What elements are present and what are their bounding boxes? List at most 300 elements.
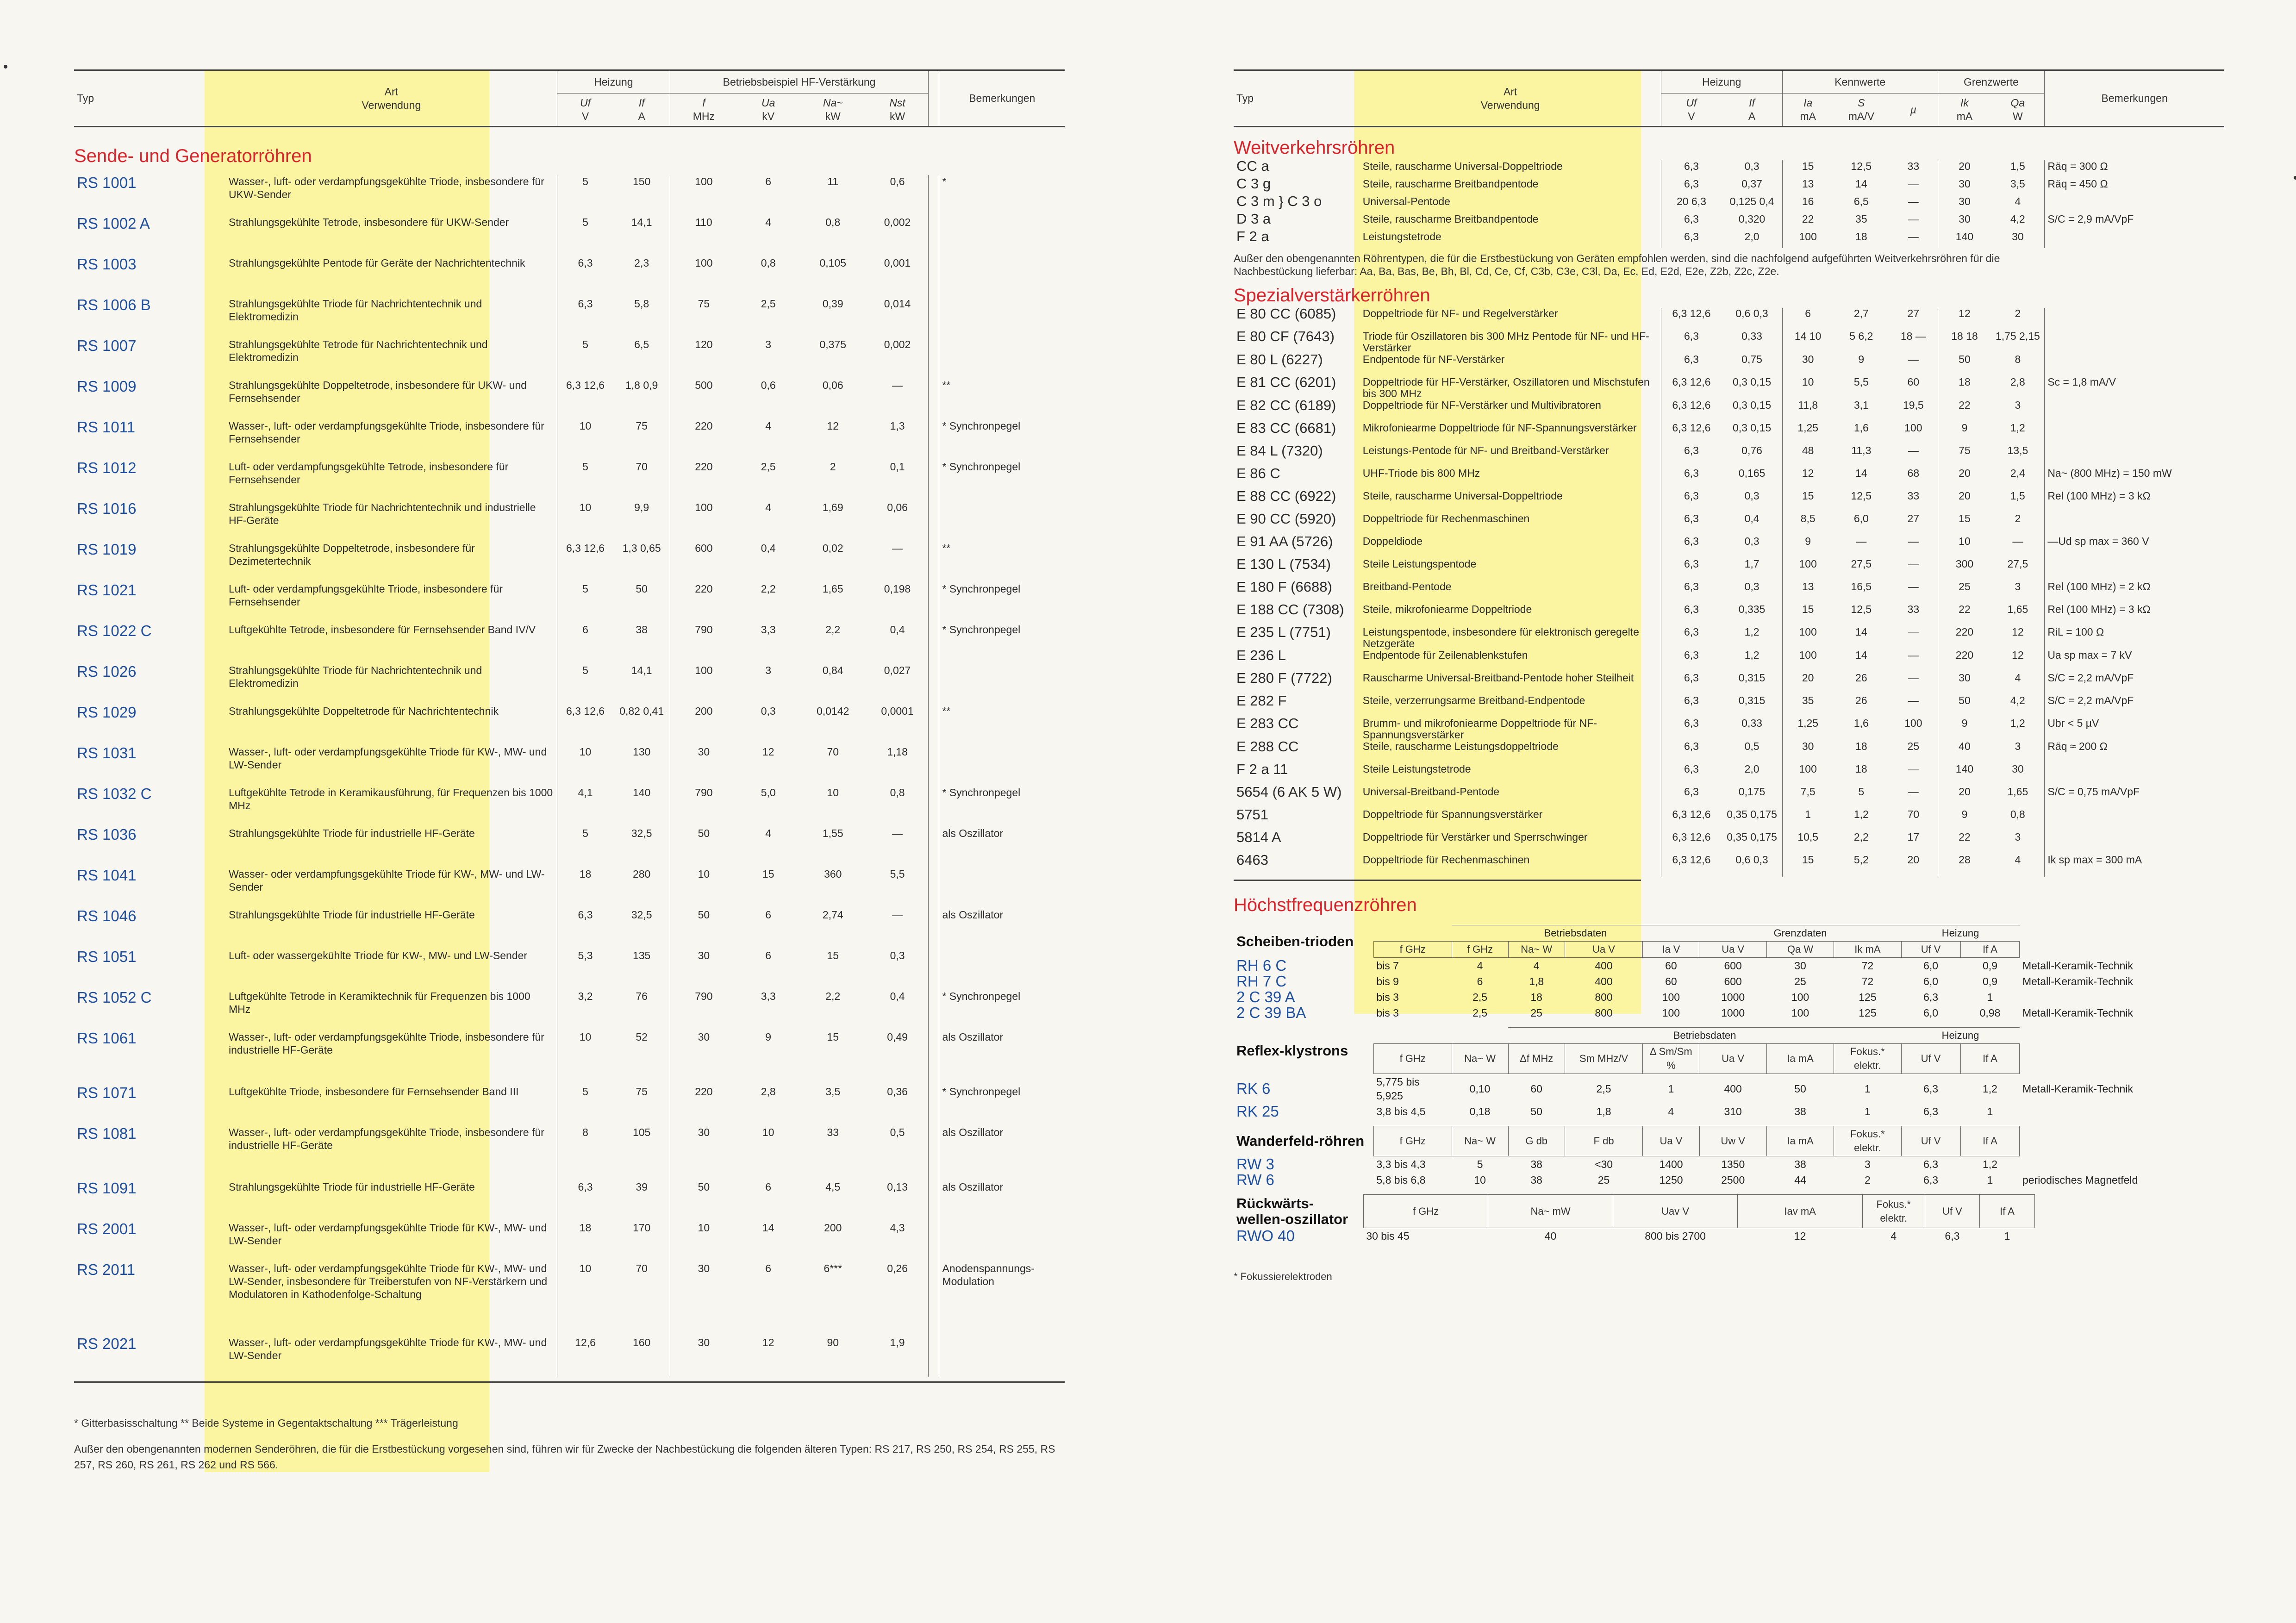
cell-ia: 100 bbox=[1782, 231, 1833, 248]
cell-value: 5 bbox=[1477, 1158, 1483, 1170]
weitverkehr-table bbox=[1234, 160, 2224, 248]
cell-if: 6,5 bbox=[634, 338, 649, 350]
cell-value: 60 bbox=[1665, 975, 1677, 987]
cell-ia: 48 bbox=[1782, 445, 1833, 468]
cell-mu: — bbox=[1908, 535, 1919, 547]
cell-s: 26 bbox=[1855, 694, 1867, 706]
cell-if: 280 bbox=[632, 868, 651, 880]
cell-mu: 27 bbox=[1907, 512, 1920, 524]
cell-bem bbox=[939, 1221, 1065, 1262]
col-uf bbox=[1661, 94, 1722, 127]
cell-s: 9 bbox=[1858, 353, 1865, 365]
cell-uf: 6,3 bbox=[1661, 604, 1722, 626]
cell-uf: 5 bbox=[557, 216, 613, 256]
cell-ik: 30 bbox=[1938, 213, 1991, 231]
cell-value: 6,0 bbox=[1923, 1007, 1939, 1019]
col-sym: S bbox=[1858, 97, 1865, 109]
cell-ik: 22 bbox=[1938, 604, 1991, 626]
cell-value: 12 bbox=[1794, 1230, 1806, 1242]
cell-if: 50 bbox=[636, 583, 648, 595]
cell-value: 60 bbox=[1665, 960, 1677, 972]
hf-col-header: Ia mA bbox=[1766, 1126, 1834, 1156]
rueck-label: Rückwärts-wellen-oszillator bbox=[1236, 1195, 1348, 1227]
cell-bem: als Oszillator bbox=[939, 1030, 1065, 1085]
cell-uf: 4,1 bbox=[557, 786, 613, 827]
cell-f: 100 bbox=[670, 664, 737, 705]
cell-typ: E 235 L (7751) bbox=[1236, 624, 1331, 640]
reflex-heiz: Heizung bbox=[1901, 1028, 2020, 1044]
cell-art: Breitband-Pentode bbox=[1362, 581, 1452, 593]
cell-value: bis 9 bbox=[1376, 975, 1399, 987]
hf-col-header: If A bbox=[1980, 1195, 2035, 1228]
cell-art: Universal-Breitband-Pentode bbox=[1362, 786, 1500, 798]
cell-bem: ** bbox=[939, 379, 1065, 419]
cell-value: 4 bbox=[1477, 960, 1483, 972]
cell-value: 1 bbox=[1987, 1174, 1993, 1186]
grenzwerte-header: Grenzwerte bbox=[1938, 70, 2045, 94]
cell-ia: 100 bbox=[1782, 626, 1833, 649]
wander-label: Wanderfeld-röhren bbox=[1236, 1133, 1365, 1149]
spacer-cell bbox=[929, 297, 939, 338]
cell-qa: 1,65 bbox=[2007, 603, 2028, 615]
cell-qa: 4,2 bbox=[2010, 213, 2025, 225]
cell-na: 1,65 bbox=[822, 583, 843, 595]
cell-art: Wasser-, luft- oder verdampfungsgekühlte Triode, insbesondere für industrielle HF-Geräte bbox=[228, 1126, 544, 1151]
table-row bbox=[1234, 400, 2224, 422]
spacer bbox=[2020, 1028, 2224, 1044]
hf-col-header: Sm MHz/V bbox=[1565, 1044, 1643, 1074]
cell-qa: 4,2 bbox=[2010, 694, 2025, 706]
cell-na: 3,5 bbox=[825, 1086, 841, 1098]
col-unit: kW bbox=[889, 110, 905, 122]
cell-uf: 6,3 bbox=[1661, 231, 1722, 248]
cell-qa: 1,65 bbox=[2007, 786, 2028, 798]
cell-bem bbox=[939, 256, 1065, 297]
table-row bbox=[74, 1085, 1065, 1126]
table-row bbox=[74, 1336, 1065, 1377]
cell-art: Wasser-, luft- oder verdampfungsgekühlte Triode, insbesondere für industrielle HF-Geräte bbox=[228, 1031, 544, 1056]
col-unit: MHz bbox=[693, 110, 715, 122]
col-unit: mA/V bbox=[1848, 110, 1874, 122]
cell-if: 1,3 0,65 bbox=[622, 542, 661, 554]
cell-s: 26 bbox=[1855, 672, 1867, 684]
cell-f: 30 bbox=[670, 949, 737, 990]
cell-nst: 0,001 bbox=[884, 257, 911, 269]
cell-ua: 2,8 bbox=[761, 1086, 776, 1098]
cell-value: 0,10 bbox=[1469, 1083, 1491, 1095]
cell-art: Endpentode für Zeilenablenkstufen bbox=[1362, 649, 1528, 661]
cell-art: Wasser-, luft- oder verdampfungsgekühlte Triode, insbesondere für UKW-Sender bbox=[228, 175, 544, 200]
cell-mu: — bbox=[1908, 786, 1919, 798]
cell-value: 1 bbox=[1668, 1083, 1674, 1095]
col-ua bbox=[737, 94, 799, 127]
cell-value: 1 bbox=[2004, 1230, 2010, 1242]
cell-value: 800 bbox=[1595, 1007, 1613, 1019]
col-unit: kV bbox=[762, 110, 775, 122]
cell-ua: 3 bbox=[765, 664, 772, 676]
cell-mu: — bbox=[1908, 694, 1919, 706]
cell-if: 0,320 bbox=[1738, 213, 1766, 225]
cell-qa: 0,8 bbox=[2010, 808, 2025, 820]
heizung-header: Heizung bbox=[557, 70, 670, 94]
hf-col-header: Δ Sm/Sm % bbox=[1643, 1044, 1699, 1074]
cell-f: 220 bbox=[670, 419, 737, 460]
table-row bbox=[1234, 672, 2224, 695]
cell-value: 400 bbox=[1724, 1083, 1742, 1095]
hf-col-header: Na~ W bbox=[1452, 1126, 1508, 1156]
cell-if: 0,75 bbox=[1741, 353, 1762, 365]
sende-table bbox=[74, 175, 1065, 1377]
cell-if: 0,4 bbox=[1744, 512, 1759, 524]
cell-f: 30 bbox=[670, 1030, 737, 1085]
hf-col-header: G db bbox=[1508, 1126, 1565, 1156]
cell-art: Wasser-, luft- oder verdampfungsgekühlte Triode für KW-, MW- und LW-Sender bbox=[228, 1336, 547, 1361]
cell-typ: E 283 CC bbox=[1236, 715, 1299, 731]
spacer-cell bbox=[929, 1180, 939, 1221]
col-mu bbox=[1889, 94, 1938, 127]
cell-ia: 100 bbox=[1782, 558, 1833, 581]
cell-bem bbox=[939, 501, 1065, 542]
cell-ua: 4 bbox=[765, 420, 772, 432]
cell-na: 15 bbox=[827, 1031, 839, 1043]
cell-f: 10 bbox=[670, 1221, 737, 1262]
cell-bem bbox=[2045, 231, 2224, 248]
art-header bbox=[226, 70, 557, 127]
scheiben-heiz: Heizung bbox=[1901, 925, 2020, 942]
cell-uf: 6,3 12,6 bbox=[1661, 376, 1722, 400]
table-row bbox=[74, 623, 1065, 664]
cell-mu: 25 bbox=[1907, 740, 1920, 752]
cell-typ: RS 1071 bbox=[77, 1084, 137, 1101]
cell-art: Strahlungsgekühlte Triode für industrielle HF-Geräte bbox=[228, 827, 475, 839]
cell-ia: 12 bbox=[1782, 468, 1833, 490]
cell-if: 0,3 bbox=[1744, 490, 1759, 502]
cell-typ: RS 1006 B bbox=[77, 296, 151, 313]
cell-ua: 4 bbox=[765, 501, 772, 513]
art-label: Art bbox=[1503, 85, 1517, 98]
cell-art: Luftgekühlte Tetrode in Keramiktechnik für Frequenzen bis 1000 MHz bbox=[228, 990, 530, 1015]
hf-col-header: Fokus.* elektr. bbox=[1862, 1195, 1925, 1228]
spacer-cell bbox=[929, 705, 939, 745]
cell-bem bbox=[2020, 1104, 2224, 1119]
cell-typ: C 3 g bbox=[1236, 175, 1271, 192]
cell-na: 0,02 bbox=[822, 542, 843, 554]
scheiben-label: Scheiben-trioden bbox=[1236, 933, 1354, 949]
cell-mu: 70 bbox=[1907, 808, 1920, 820]
cell-typ: RW 6 bbox=[1236, 1171, 1274, 1188]
cell-s: 14 bbox=[1855, 626, 1867, 638]
cell-f: 100 bbox=[670, 175, 737, 216]
cell-value: 4 bbox=[1668, 1105, 1674, 1117]
cell-f: 110 bbox=[670, 216, 737, 256]
cell-art: Luft- oder wassergekühlte Triode für KW-, MW- und LW-Sender bbox=[228, 949, 528, 961]
cell-nst: 0,002 bbox=[884, 338, 911, 350]
col-unit: A bbox=[638, 110, 645, 122]
table-row bbox=[1234, 354, 2224, 376]
cell-ua: 3 bbox=[765, 338, 772, 350]
spacer-cell bbox=[2034, 1195, 2224, 1228]
col-unit: A bbox=[1748, 110, 1756, 122]
cell-if: 0,3 bbox=[1744, 535, 1759, 547]
cell-if: 14,1 bbox=[631, 664, 652, 676]
cell-typ: RK 25 bbox=[1236, 1103, 1279, 1120]
cell-uf: 6,3 bbox=[557, 256, 613, 297]
table-row bbox=[1234, 831, 2224, 854]
cell-qa: 4 bbox=[2015, 195, 2021, 207]
cell-ia: 10,5 bbox=[1782, 831, 1833, 854]
cell-ua: 2,5 bbox=[761, 461, 776, 473]
cell-ik: 9 bbox=[1938, 422, 1991, 445]
kennwerte-header: Kennwerte bbox=[1782, 70, 1938, 94]
table-row bbox=[74, 501, 1065, 542]
spacer-cell bbox=[929, 1336, 939, 1377]
cell-art: Mikrofoniearme Doppeltriode für NF-Spannungsverstärker bbox=[1362, 422, 1637, 434]
cell-uf: 6,3 bbox=[1661, 160, 1722, 178]
cell-uf: 6,3 bbox=[1661, 536, 1722, 558]
spacer-cell bbox=[929, 1030, 939, 1085]
cell-nst: 0,3 bbox=[890, 949, 905, 961]
cell-if: 160 bbox=[632, 1336, 651, 1348]
table-row bbox=[1234, 1172, 2224, 1188]
table-row bbox=[1234, 1156, 2224, 1173]
cell-qa: 3,5 bbox=[2010, 178, 2025, 190]
cell-typ: RS 1001 bbox=[77, 174, 137, 191]
cell-mu: 20 bbox=[1907, 854, 1920, 866]
hf-col-header: Uav V bbox=[1613, 1195, 1738, 1228]
cell-f: 30 bbox=[670, 1126, 737, 1180]
cell-art: Steile Leistungstetrode bbox=[1362, 763, 1471, 775]
cell-s: 35 bbox=[1855, 213, 1867, 225]
cell-na: 2 bbox=[830, 461, 836, 473]
cell-ia: 1 bbox=[1782, 809, 1833, 831]
cell-s: — bbox=[1856, 535, 1867, 547]
cell-art: Steile, rauscharme Breitbandpentode bbox=[1362, 213, 1539, 225]
cell-bem: ** bbox=[939, 542, 1065, 582]
table-row bbox=[74, 705, 1065, 745]
cell-bem: * Synchronpegel bbox=[939, 1085, 1065, 1126]
cell-s: 2,7 bbox=[1853, 307, 1869, 319]
cell-s: 5,5 bbox=[1853, 376, 1869, 388]
col-sym: Uf bbox=[1686, 97, 1697, 109]
cell-typ: E 236 L bbox=[1236, 647, 1286, 663]
cell-uf: 8 bbox=[557, 1126, 613, 1180]
table-row bbox=[1234, 718, 2224, 741]
table-row bbox=[1234, 741, 2224, 763]
cell-na: 1,55 bbox=[822, 827, 843, 839]
cell-art: Doppeldiode bbox=[1362, 535, 1423, 547]
table-row bbox=[1234, 695, 2224, 718]
hf-col-header: Uf V bbox=[1901, 1044, 1960, 1074]
cell-uf: 5 bbox=[557, 460, 613, 501]
cell-art: Strahlungsgekühlte Triode für industrielle HF-Geräte bbox=[228, 1181, 475, 1193]
cell-nst: — bbox=[892, 827, 903, 839]
table-row bbox=[74, 990, 1065, 1030]
cell-f: 30 bbox=[670, 1336, 737, 1377]
cell-na: 0,39 bbox=[822, 298, 843, 310]
cell-bem: RiL = 100 Ω bbox=[2045, 626, 2224, 649]
cell-na: 1,69 bbox=[822, 501, 843, 513]
cell-uf: 6,3 bbox=[1661, 718, 1722, 741]
hf-col-header: Fokus.* elektr. bbox=[1834, 1126, 1901, 1156]
cell-value: 100 bbox=[1662, 991, 1680, 1003]
cell-uf: 6,3 bbox=[1661, 445, 1722, 468]
cell-qa: 2,4 bbox=[2010, 467, 2025, 479]
cell-nst: 0,014 bbox=[884, 298, 911, 310]
cell-value: 100 bbox=[1791, 991, 1809, 1003]
cell-value: 50 bbox=[1530, 1105, 1542, 1117]
cell-nst: — bbox=[892, 542, 903, 554]
spacer-cell bbox=[2020, 942, 2224, 958]
cell-if: 1,2 bbox=[1744, 649, 1759, 661]
cell-mu: — bbox=[1908, 672, 1919, 684]
col-if bbox=[1722, 94, 1782, 127]
cell-typ: RS 1036 bbox=[77, 826, 137, 843]
cell-typ: C 3 m } C 3 o bbox=[1236, 193, 1322, 209]
cell-uf: 6,3 bbox=[1661, 695, 1722, 718]
cell-value: 1,2 bbox=[1983, 1158, 1997, 1170]
cell-value: 1 bbox=[1865, 1083, 1871, 1095]
cell-value: 125 bbox=[1859, 991, 1877, 1003]
cell-art: Steile, mikrofoniearme Doppeltriode bbox=[1362, 603, 1532, 615]
cell-nst: — bbox=[892, 909, 903, 921]
cell-typ: RS 2001 bbox=[77, 1220, 137, 1237]
table-row bbox=[1234, 536, 2224, 558]
cell-ua: 6 bbox=[765, 1181, 772, 1193]
cell-art: Luftgekühlte Tetrode, insbesondere für Fernsehsender Band IV/V bbox=[228, 624, 536, 636]
col-sym: f bbox=[702, 97, 705, 109]
col-if bbox=[613, 94, 670, 127]
cell-na: 200 bbox=[824, 1222, 842, 1234]
cell-value: 5,8 bis 6,8 bbox=[1376, 1174, 1426, 1186]
cell-uf: 6,3 bbox=[1661, 626, 1722, 649]
cell-mu: 17 bbox=[1907, 831, 1920, 843]
cell-uf: 6,3 bbox=[1661, 468, 1722, 490]
cell-uf: 3,2 bbox=[557, 990, 613, 1030]
cell-typ: D 3 a bbox=[1236, 211, 1271, 227]
cell-f: 790 bbox=[670, 990, 737, 1030]
table-row bbox=[1234, 649, 2224, 672]
cell-nst: 0,4 bbox=[890, 990, 905, 1002]
cell-value: 6,0 bbox=[1923, 975, 1939, 987]
cell-value: 50 bbox=[1794, 1083, 1806, 1095]
cell-na: 0,105 bbox=[819, 257, 847, 269]
cell-if: 130 bbox=[632, 746, 651, 758]
cell-typ: RS 1046 bbox=[77, 907, 137, 924]
cell-if: 2,0 bbox=[1744, 231, 1759, 243]
cell-art: Doppeltriode für Rechenmaschinen bbox=[1362, 512, 1530, 524]
cell-if: 0,33 bbox=[1741, 330, 1762, 342]
table-row bbox=[1234, 1228, 2224, 1244]
cell-na: 90 bbox=[827, 1336, 839, 1348]
cell-mu: 33 bbox=[1907, 490, 1920, 502]
cell-art: Leistungstetrode bbox=[1362, 231, 1441, 243]
cell-value: 6,3 bbox=[1923, 1174, 1939, 1186]
cell-typ: E 280 F (7722) bbox=[1236, 670, 1332, 686]
cell-ia: 13 bbox=[1782, 581, 1833, 604]
cell-value: 1,8 bbox=[1529, 975, 1544, 987]
cell-art: Steile, rauscharme Universal-Doppeltriode bbox=[1362, 160, 1563, 172]
cell-if: 135 bbox=[632, 949, 651, 961]
cell-qa: 2 bbox=[2015, 512, 2021, 524]
rueck-table bbox=[1234, 1194, 2224, 1244]
cell-f: 75 bbox=[670, 297, 737, 338]
cell-art: Leistungspentode, insbesondere für elektronisch geregelte Netzgeräte bbox=[1362, 626, 1639, 649]
section-title-weitverkehr: Weitverkehrsröhren bbox=[1234, 137, 1395, 158]
cell-uf: 6,3 bbox=[1661, 649, 1722, 672]
cell-if: 0,3 bbox=[1744, 160, 1759, 172]
col-unit: kW bbox=[825, 110, 841, 122]
cell-value: 10 bbox=[1474, 1174, 1486, 1186]
cell-ia: 100 bbox=[1782, 763, 1833, 786]
spacer-cell bbox=[929, 1262, 939, 1336]
table-row bbox=[74, 664, 1065, 705]
cell-ua: 15 bbox=[762, 868, 774, 880]
hf-col-header: Δf MHz bbox=[1508, 1044, 1565, 1074]
cell-bem: Metall-Keramik-Technik bbox=[2022, 975, 2133, 987]
cell-uf: 5 bbox=[557, 582, 613, 623]
table-row bbox=[74, 949, 1065, 990]
cell-art: Steile, verzerrungsarme Breitband-Endpentode bbox=[1362, 694, 1585, 706]
cell-typ: RS 1016 bbox=[77, 500, 137, 517]
cell-art: Rauscharme Universal-Breitband-Pentode hoher Steilheit bbox=[1362, 672, 1634, 684]
cell-qa: 2 bbox=[2015, 307, 2021, 319]
hf-col-header: Ua V bbox=[1699, 1044, 1766, 1074]
cell-bem bbox=[939, 338, 1065, 379]
cell-value: 0,9 bbox=[1983, 960, 1997, 972]
cell-bem: Na~ (800 MHz) = 150 mW bbox=[2045, 468, 2224, 490]
cell-bem: Metall-Keramik-Technik bbox=[2022, 959, 2133, 972]
cell-ua: 12 bbox=[762, 746, 774, 758]
cell-nst: 0,198 bbox=[884, 583, 911, 595]
cell-if: 32,5 bbox=[631, 909, 652, 921]
cell-if: 39 bbox=[636, 1181, 648, 1193]
cell-uf: 6,3 bbox=[1661, 354, 1722, 376]
weit-note: Außer den obengenannten Röhrentypen, die für die Erstbestückung von Geräten empfohlen werden, sind die nachfolgend aufgeführten Weitverkehrsröhren für die Nachbestückung lieferbar: Aa, Ba, Bas, Be, Bh, Bl, Cd, Ce, Cf, C3b, C3e, C3l, Da, Ec, Ed, E2d, E2e, Z2b, Z2c, Z2e. bbox=[1234, 252, 2000, 277]
cell-ik: 18 18 bbox=[1938, 331, 1991, 354]
cell-if: 0,315 bbox=[1738, 694, 1766, 706]
col-unit: V bbox=[581, 110, 589, 122]
cell-ik: 15 bbox=[1938, 513, 1991, 536]
cell-ua: 10 bbox=[762, 1126, 774, 1138]
cell-if: 0,165 bbox=[1738, 467, 1766, 479]
cell-bem bbox=[939, 216, 1065, 256]
cell-uf: 6,3 bbox=[1661, 513, 1722, 536]
cell-ia: 8,5 bbox=[1782, 513, 1833, 536]
cell-qa: 1,75 2,15 bbox=[1995, 330, 2040, 342]
cell-value: 2,5 bbox=[1472, 991, 1488, 1003]
cell-typ: E 82 CC (6189) bbox=[1236, 397, 1336, 413]
cell-bem bbox=[939, 949, 1065, 990]
cell-bem bbox=[2045, 331, 2224, 354]
cell-f: 790 bbox=[670, 623, 737, 664]
cell-bem: Räq = 300 Ω bbox=[2045, 160, 2224, 178]
cell-uf: 5 bbox=[557, 827, 613, 868]
spacer-cell bbox=[929, 786, 939, 827]
cell-art: Strahlungsgekühlte Triode für industrielle HF-Geräte bbox=[228, 909, 475, 921]
spacer-cell bbox=[929, 949, 939, 990]
hf-col-header: Qa W bbox=[1766, 942, 1834, 958]
cell-typ: E 130 L (7534) bbox=[1236, 556, 1331, 572]
reflex-table bbox=[1234, 1027, 2224, 1119]
cell-ua: 9 bbox=[765, 1031, 772, 1043]
cell-art: Endpentode für NF-Verstärker bbox=[1362, 353, 1505, 365]
spacer-cell bbox=[929, 501, 939, 542]
cell-ia: 7,5 bbox=[1782, 786, 1833, 809]
cell-value: 4 bbox=[1890, 1230, 1897, 1242]
cell-value: 44 bbox=[1794, 1174, 1806, 1186]
cell-art: Strahlungsgekühlte Pentode für Geräte der Nachrichtentechnik bbox=[228, 257, 525, 269]
cell-ua: 2,5 bbox=[761, 298, 776, 310]
